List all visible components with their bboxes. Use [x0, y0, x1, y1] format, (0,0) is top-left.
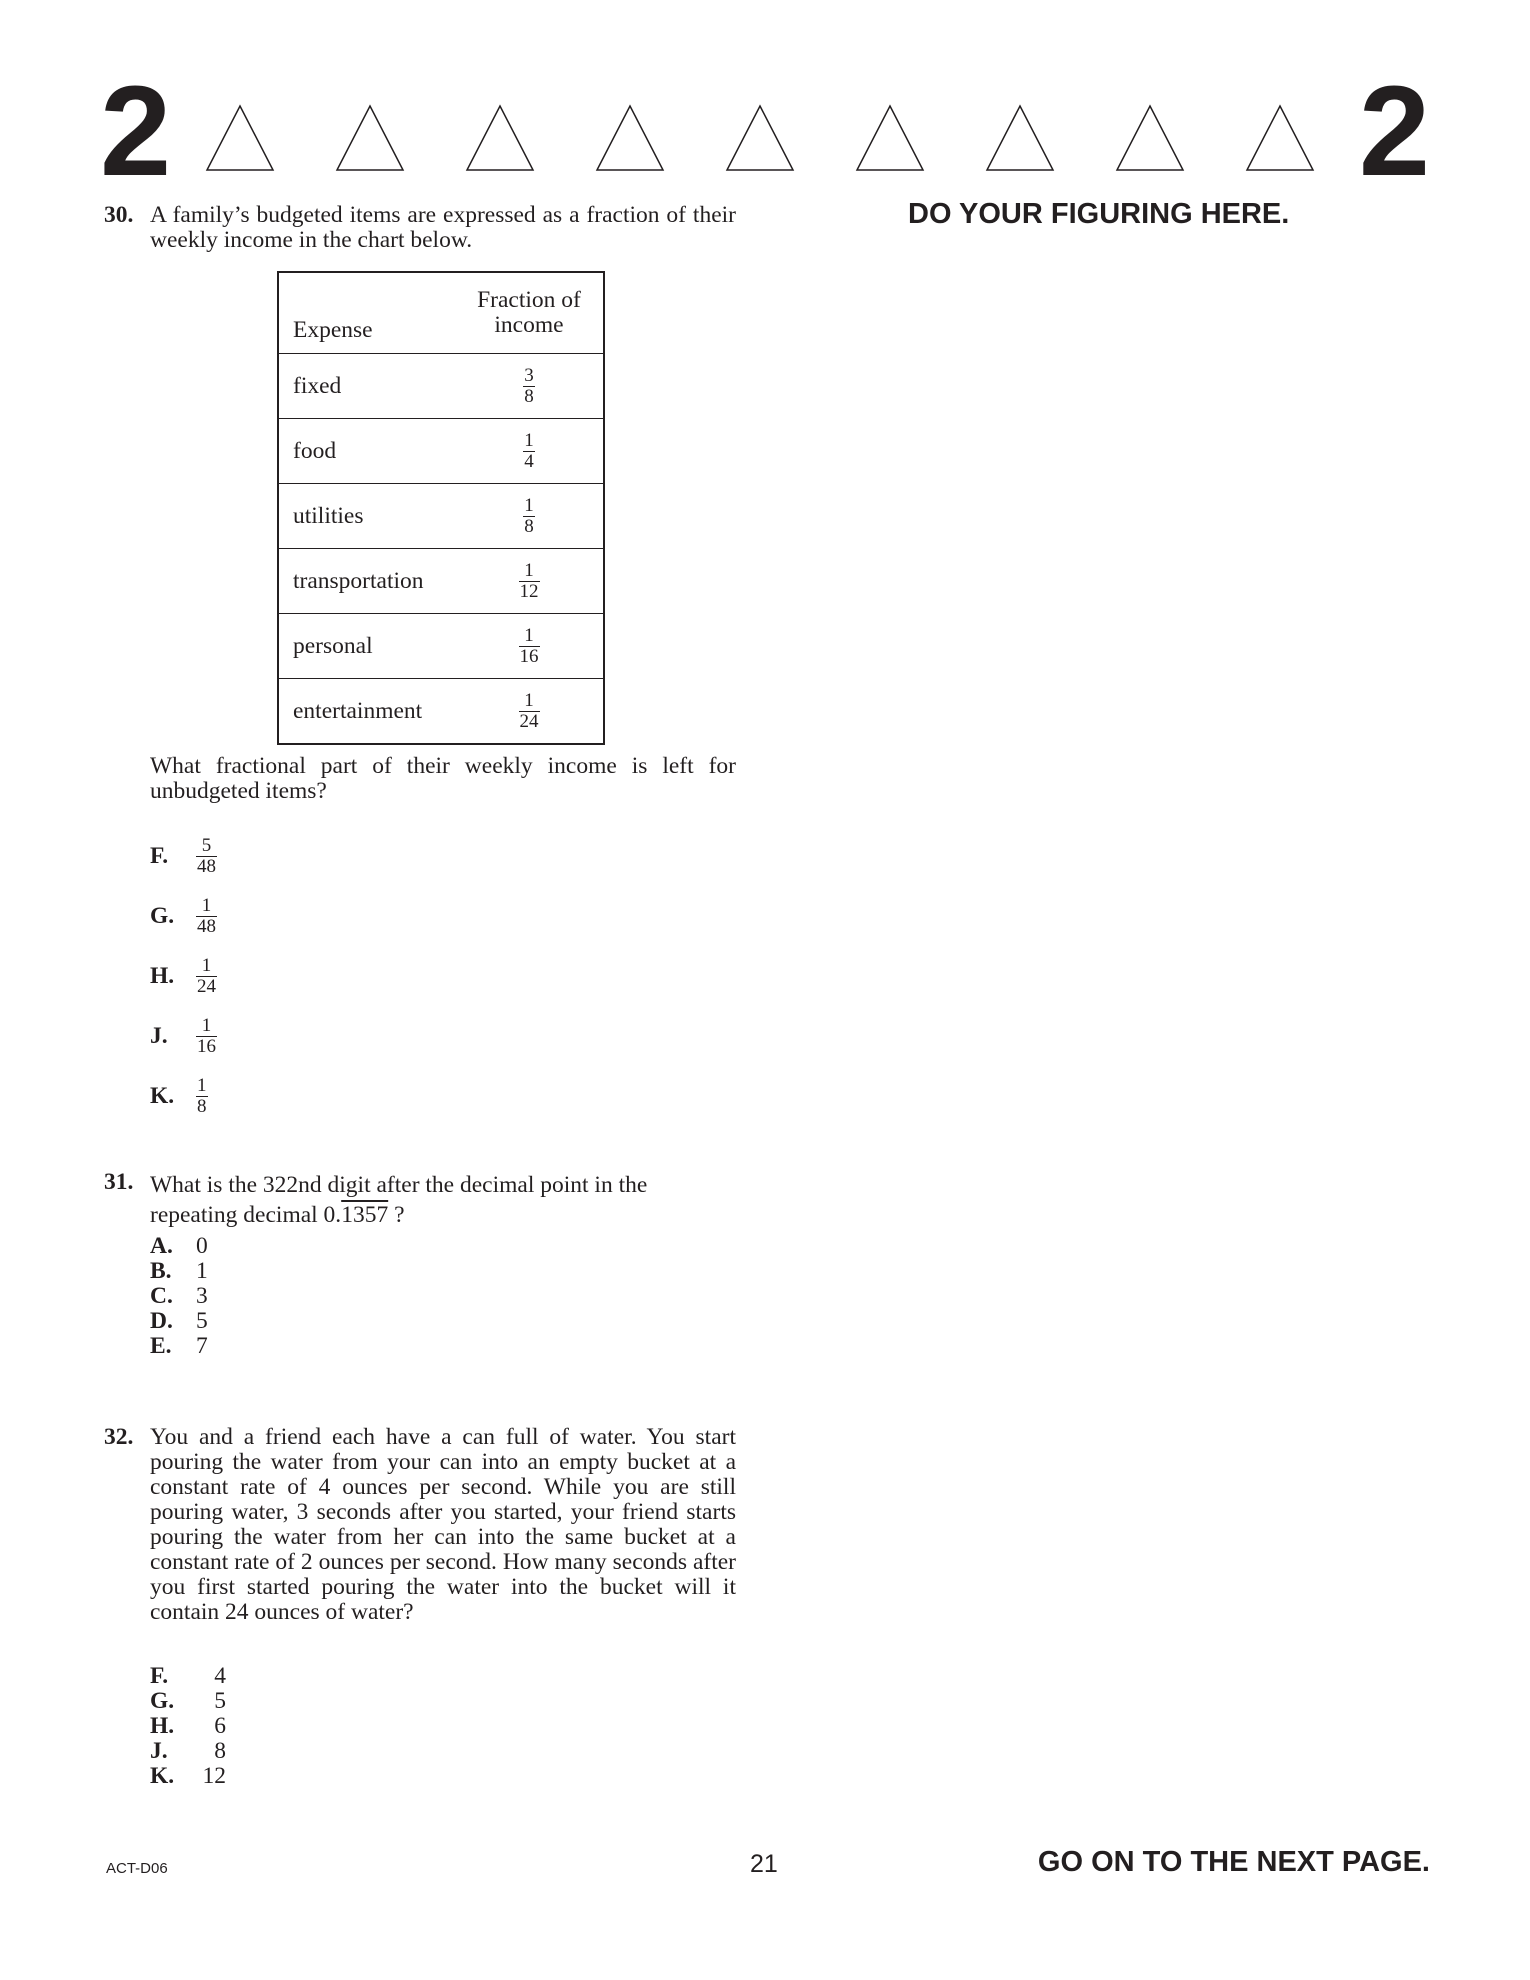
fraction-cell — [455, 419, 604, 484]
triangle-icon — [335, 104, 405, 172]
choice-fraction — [196, 896, 217, 937]
question-32 — [104, 1425, 736, 1625]
numerator: 5 — [201, 834, 212, 856]
choice-letter: K. — [150, 1763, 175, 1789]
choice-value: 5 — [214, 1688, 226, 1714]
stem-prefix: repeating decimal 0. — [150, 1202, 342, 1228]
choice-value: 5 — [196, 1308, 208, 1334]
choice-letter: J. — [150, 1738, 168, 1764]
question-number: 30. — [104, 202, 134, 228]
figuring-area-label: DO YOUR FIGURING HERE. — [908, 198, 1290, 230]
column-header-line: income — [494, 312, 564, 338]
choice-value: 8 — [214, 1738, 226, 1764]
answer-choice-f[interactable] — [150, 826, 217, 886]
question-number: 32. — [104, 1424, 134, 1450]
fraction-cell — [455, 679, 604, 745]
triangle-icon — [205, 104, 275, 172]
expense-cell: personal — [278, 614, 455, 679]
choice-value: 1 — [196, 1258, 208, 1284]
triangle-icon — [1245, 104, 1315, 172]
choice-fraction — [196, 956, 217, 997]
choice-letter: B. — [150, 1258, 172, 1284]
choice-fraction — [196, 1016, 217, 1057]
answer-choice-c[interactable] — [150, 1284, 208, 1309]
question-30-prompt — [104, 754, 736, 804]
denominator: 48 — [197, 855, 216, 877]
column-header-expense: Expense — [278, 272, 455, 354]
expense-cell: entertainment — [278, 679, 455, 745]
choice-value: 6 — [214, 1713, 226, 1739]
answer-choice-g[interactable] — [150, 886, 217, 946]
numerator: 1 — [201, 954, 212, 976]
answer-choice-b[interactable] — [150, 1259, 208, 1284]
denominator: 8 — [524, 515, 534, 537]
denominator: 16 — [197, 1035, 216, 1057]
triangle-divider — [205, 104, 1325, 176]
denominator: 24 — [197, 975, 216, 997]
numerator: 1 — [201, 1014, 212, 1036]
repeating-digits: 1357 — [341, 1202, 389, 1228]
numerator: 1 — [524, 559, 534, 581]
choice-value: 7 — [196, 1333, 208, 1359]
denominator: 48 — [197, 915, 216, 937]
question-number: 31. — [104, 1169, 134, 1195]
numerator: 1 — [201, 894, 212, 916]
table-row — [278, 419, 604, 484]
table-row — [278, 549, 604, 614]
expense-cell: transportation — [278, 549, 455, 614]
answer-choice-e[interactable] — [150, 1334, 208, 1359]
choice-letter: H. — [150, 1713, 175, 1739]
choice-letter: K. — [150, 1082, 175, 1109]
page-number: 21 — [750, 1850, 778, 1878]
choice-value: 0 — [196, 1233, 208, 1259]
fraction-cell — [455, 614, 604, 679]
budget-table — [277, 271, 605, 745]
question-stem — [150, 1170, 736, 1230]
expense-cell: fixed — [278, 354, 455, 419]
choice-letter: H. — [150, 962, 175, 989]
form-code: ACT-D06 — [106, 1860, 168, 1877]
triangle-icon — [725, 104, 795, 172]
question-stem: A family’s budgeted items are expressed as a fraction of their weekly income in the chart below. — [150, 202, 736, 253]
answer-choice-d[interactable] — [150, 1309, 208, 1334]
denominator: 4 — [524, 450, 534, 472]
triangle-icon — [855, 104, 925, 172]
column-header-fraction — [455, 272, 604, 354]
section-number-right: 2 — [1358, 60, 1430, 203]
denominator: 8 — [524, 385, 534, 407]
denominator: 24 — [519, 710, 539, 732]
table-row — [278, 679, 604, 745]
denominator: 12 — [519, 580, 539, 602]
choice-value: 12 — [202, 1763, 226, 1789]
question-31 — [104, 1170, 736, 1230]
fraction-cell — [455, 549, 604, 614]
choice-value: 3 — [196, 1283, 208, 1309]
answer-choice-k[interactable] — [150, 1066, 217, 1126]
expense-cell: utilities — [278, 484, 455, 549]
choice-letter: E. — [150, 1333, 172, 1359]
table-row — [278, 484, 604, 549]
stem-suffix: ? — [388, 1202, 405, 1228]
answer-choices-32 — [150, 1664, 226, 1789]
fraction-cell — [455, 484, 604, 549]
choice-letter: C. — [150, 1283, 173, 1309]
answer-choices-30 — [150, 826, 217, 1126]
choice-fraction — [196, 1076, 208, 1117]
numerator: 1 — [524, 689, 534, 711]
choice-fraction — [196, 836, 217, 877]
answer-choice-a[interactable] — [150, 1234, 208, 1259]
fraction-cell — [455, 354, 604, 419]
question-30 — [104, 203, 736, 253]
answer-choice-j[interactable] — [150, 1006, 217, 1066]
next-page-notice: GO ON TO THE NEXT PAGE. — [1037, 1846, 1430, 1878]
expense-cell: food — [278, 419, 455, 484]
question-text: What fractional part of their weekly income is left for unbudgeted items? — [150, 753, 736, 804]
denominator: 8 — [197, 1095, 207, 1117]
choice-letter: A. — [150, 1233, 173, 1259]
triangle-icon — [1115, 104, 1185, 172]
numerator: 1 — [524, 624, 534, 646]
choice-letter: J. — [150, 1022, 168, 1049]
triangle-icon — [595, 104, 665, 172]
numerator: 1 — [524, 429, 534, 451]
answer-choice-h[interactable] — [150, 1714, 226, 1739]
triangle-icon — [985, 104, 1055, 172]
table-row — [278, 354, 604, 419]
stem-line: What is the 322nd digit after the decimal point in the — [150, 1172, 648, 1198]
answer-choice-g[interactable] — [150, 1689, 226, 1714]
question-stem: You and a friend each have a can full of water. You start pouring the water from your can into an empty bucket at a constant rate of 4 ounces per second. While you are still pouring water, 3 seconds after you started, your friend starts pouring the water from her can into the same bucket at a constant rate of 2 ounces per second. How many seconds after you first started pouring the water into the bucket will it contain 24 ounces of water? — [150, 1424, 736, 1625]
choice-letter: G. — [150, 1688, 175, 1714]
answer-choice-h[interactable] — [150, 946, 217, 1006]
choice-letter: F. — [150, 1663, 169, 1689]
numerator: 1 — [524, 494, 534, 516]
answer-choice-j[interactable] — [150, 1739, 226, 1764]
choice-letter: G. — [150, 902, 175, 929]
answer-choice-k[interactable] — [150, 1764, 226, 1789]
choice-value: 4 — [214, 1663, 226, 1689]
numerator: 3 — [524, 364, 534, 386]
section-number-left: 2 — [100, 60, 172, 203]
answer-choices-31 — [150, 1234, 208, 1359]
table-row — [278, 614, 604, 679]
triangle-icon — [465, 104, 535, 172]
choice-letter: D. — [150, 1308, 173, 1334]
column-header-line: Fraction of — [477, 287, 581, 313]
denominator: 16 — [519, 645, 539, 667]
answer-choice-f[interactable] — [150, 1664, 226, 1689]
numerator: 1 — [197, 1074, 207, 1096]
table-header-row — [278, 272, 604, 354]
choice-letter: F. — [150, 842, 169, 869]
